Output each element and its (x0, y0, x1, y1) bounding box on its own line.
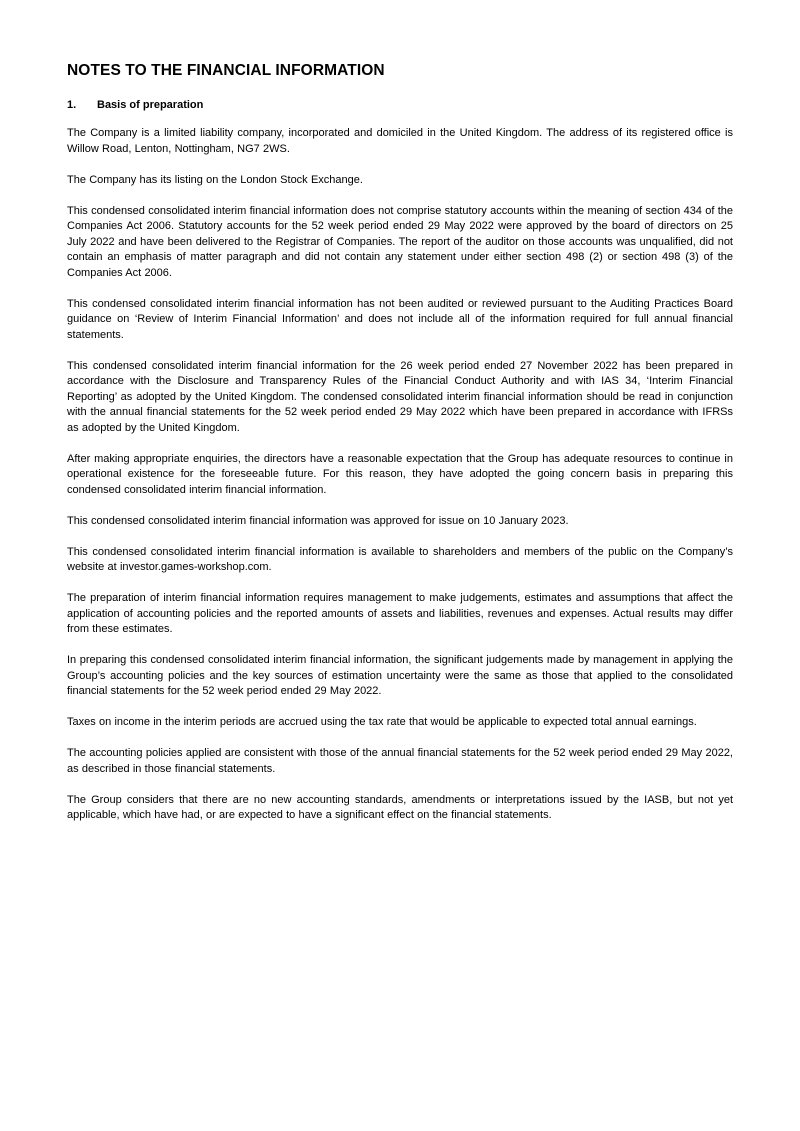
section-heading (67, 98, 733, 114)
paragraph-5: This condensed consolidated interim financial information for the 26 week period ended 27 November 2022 has been prepared in accordance with the Disclosure and Transparency Rules of the Financial Conduct Authority and with IAS 34, ‘Interim Financial Reporting’ as adopted by the United Kingdom. The condensed consolidated interim financial information should be read in conjunction with the annual financial statements for the 52 week period ended 29 May 2022 which have been prepared in accordance with IFRSs as adopted by the United Kingdom. (67, 359, 733, 434)
page-title: NOTES TO THE FINANCIAL INFORMATION (67, 62, 385, 79)
paragraph-8: This condensed consolidated interim financial information is available to shareholders and members of the public on the Company’s website at investor.games-workshop.com. (67, 545, 733, 574)
paragraph-3: This condensed consolidated interim financial information does not comprise statutory accounts within the meaning of section 434 of the Companies Act 2006. Statutory accounts for the 52 week period ended 29 May 2022 were approved by the board of directors on 25 July 2022 and have been delivered to the Registrar of Companies. The report of the auditor on those accounts was unqualified, did not contain an emphasis of matter paragraph and did not contain any statement under either section 498 (2) or section 498 (3) of the Companies Act 2006. (67, 204, 733, 279)
section-title: Basis of preparation (97, 98, 204, 111)
paragraph-13: The Group considers that there are no new accounting standards, amendments or interpretations issued by the IASB, but not yet applicable, which have had, or are expected to have a significant effect on the financial statements. (67, 793, 733, 822)
section-number: 1. (67, 98, 77, 111)
paragraph-10: In preparing this condensed consolidated interim financial information, the significant judgements made by management in applying the Group’s accounting policies and the key sources of estimation uncertainty were the same as those that applied to the consolidated financial statements for the 52 week period ended 29 May 2022. (67, 654, 733, 698)
paragraph-4: This condensed consolidated interim financial information has not been audited or reviewed pursuant to the Auditing Practices Board guidance on ‘Review of Interim Financial Information’ and does not include all of the information required for full annual financial statements. (67, 297, 733, 341)
paragraph-7: This condensed consolidated interim financial information was approved for issue on 10 January 2023. (67, 514, 569, 527)
paragraph-11: Taxes on income in the interim periods are accrued using the tax rate that would be applicable to expected total annual earnings. (67, 716, 697, 729)
paragraph-1: The Company is a limited liability company, incorporated and domiciled in the United Kingdom. The address of its registered office is Willow Road, Lenton, Nottingham, NG7 2WS. (67, 127, 733, 155)
paragraph-2: The Company has its listing on the London Stock Exchange. (67, 173, 363, 186)
paragraph-6: After making appropriate enquiries, the directors have a reasonable expectation that the Group has adequate resources to continue in operational existence for the foreseeable future. For this reason, they have adopted the going concern basis in preparing this condensed consolidated interim financial information. (67, 452, 733, 496)
paragraph-12: The accounting policies applied are consistent with those of the annual financial statements for the 52 week period ended 29 May 2022, as described in those financial statements. (67, 747, 733, 775)
body-text (67, 126, 733, 824)
paragraph-9: The preparation of interim financial information requires management to make judgements, estimates and assumptions that affect the application of accounting policies and the reported amounts of assets and liabilities, revenues and expenses. Actual results may differ from these estimates. (67, 592, 733, 636)
